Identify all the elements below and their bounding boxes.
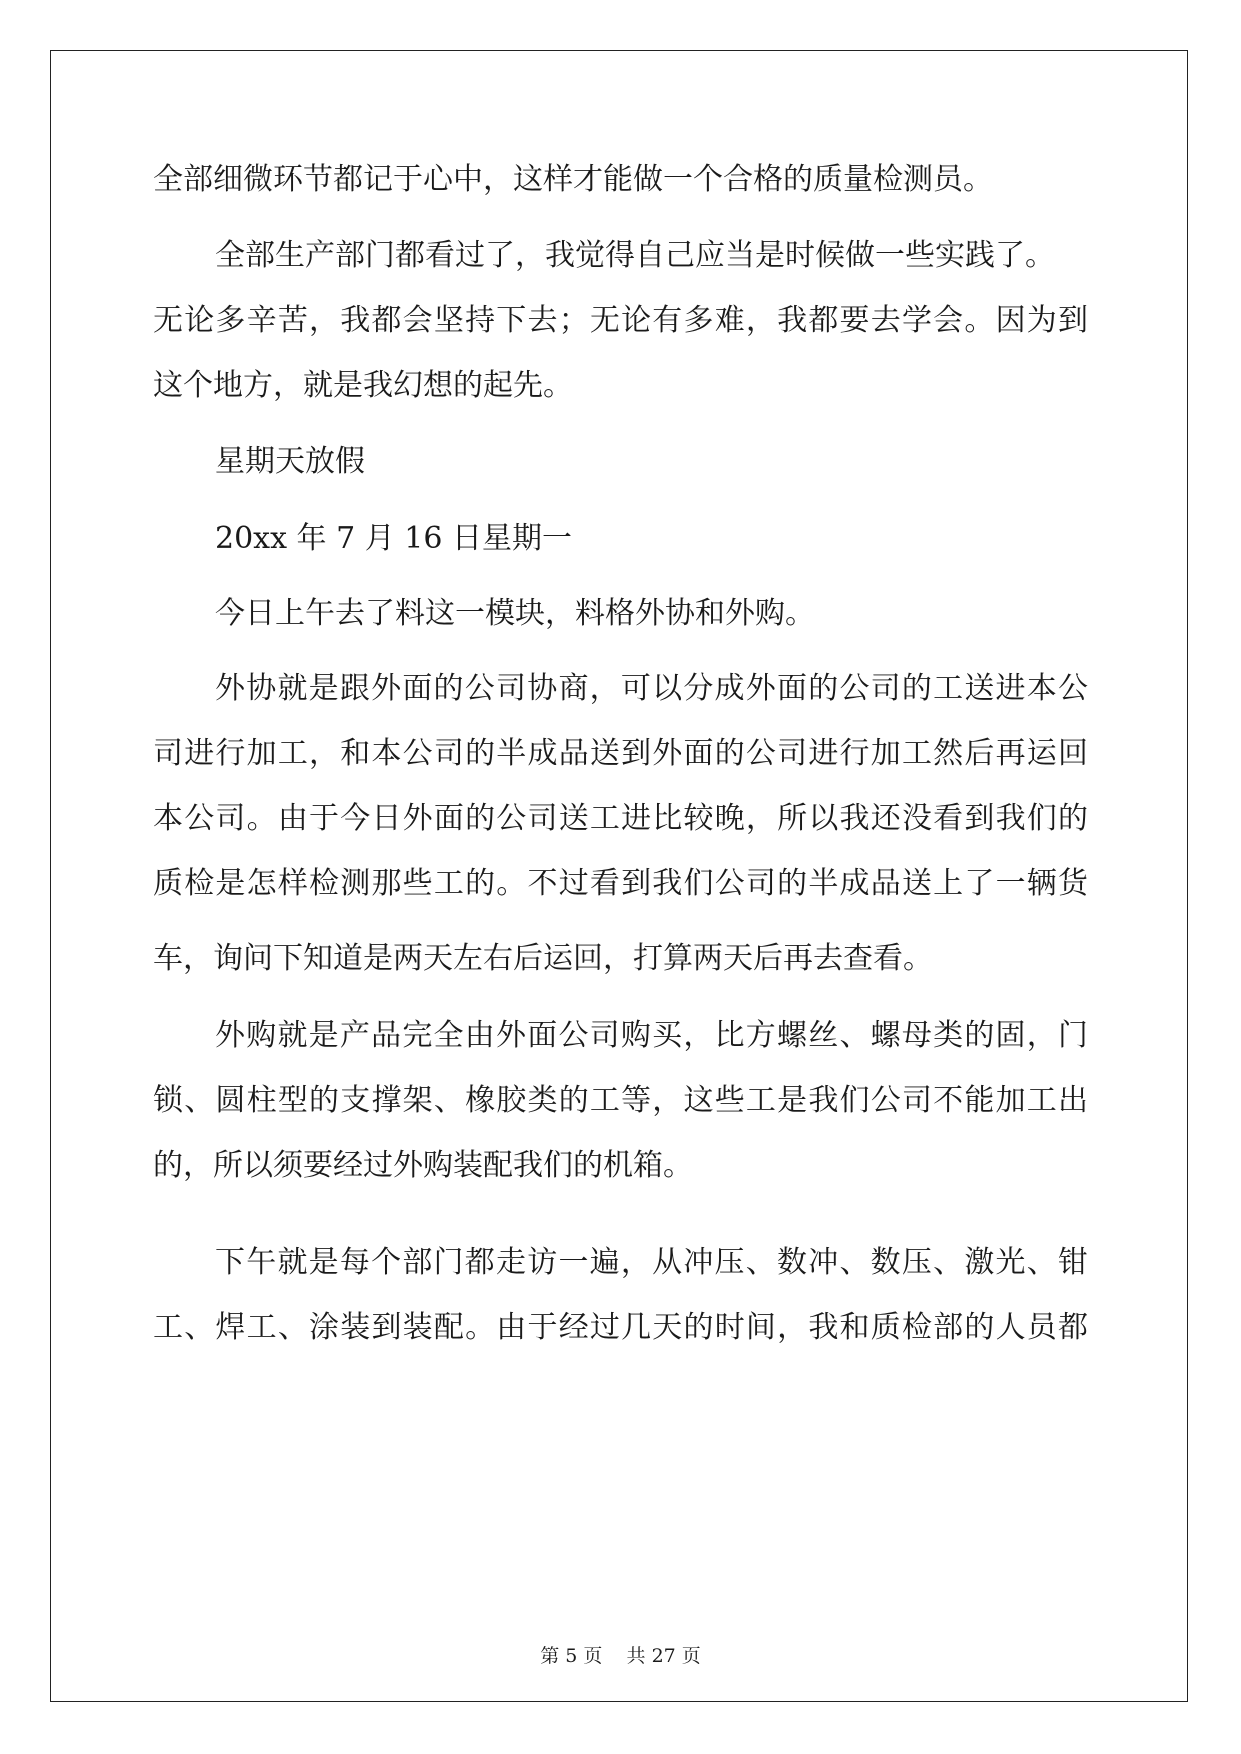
text-line: 外协就是跟外面的公司协商，可以分成外面的公司的工送进本公 [215,671,1088,706]
text-line: 的，所以须要经过外购装配我们的机箱。 [153,1148,693,1183]
date-heading: 20xx 年 7 月 16 日星期一 [215,521,572,556]
text-line: 下午就是每个部门都走访一遍，从冲压、数冲、数压、激光、钳 [215,1245,1088,1280]
text-line: 车，询问下知道是两天左右后运回，打算两天后再去查看。 [153,941,933,976]
text-line: 外购就是产品完全由外面公司购买，比方螺丝、螺母类的固，门 [215,1018,1088,1053]
text-line: 锁、圆柱型的支撑架、橡胶类的工等，这些工是我们公司不能加工出 [153,1083,1088,1118]
text-line: 工、焊工、涂装到装配。由于经过几天的时间，我和质检部的人员都 [153,1310,1088,1345]
text-line: 全部生产部门都看过了，我觉得自己应当是时候做一些实践了。 [215,238,1055,273]
text-line: 无论多辛苦，我都会坚持下去；无论有多难，我都要去学会。因为到 [153,303,1088,338]
text-line: 本公司。由于今日外面的公司送工进比较晚，所以我还没看到我们的 [153,801,1088,836]
text-line: 全部细微环节都记于心中，这样才能做一个合格的质量检测员。 [153,162,993,197]
page-number-footer: 第 5 页 共 27 页 [540,1645,701,1667]
text-line: 司进行加工，和本公司的半成品送到外面的公司进行加工然后再运回 [153,736,1088,771]
subheading: 星期天放假 [215,444,365,479]
text-line: 今日上午去了料这一模块，料格外协和外购。 [215,596,815,631]
text-line: 这个地方，就是我幻想的起先。 [153,368,573,403]
text-line: 质检是怎样检测那些工的。不过看到我们公司的半成品送上了一辆货 [153,866,1088,901]
